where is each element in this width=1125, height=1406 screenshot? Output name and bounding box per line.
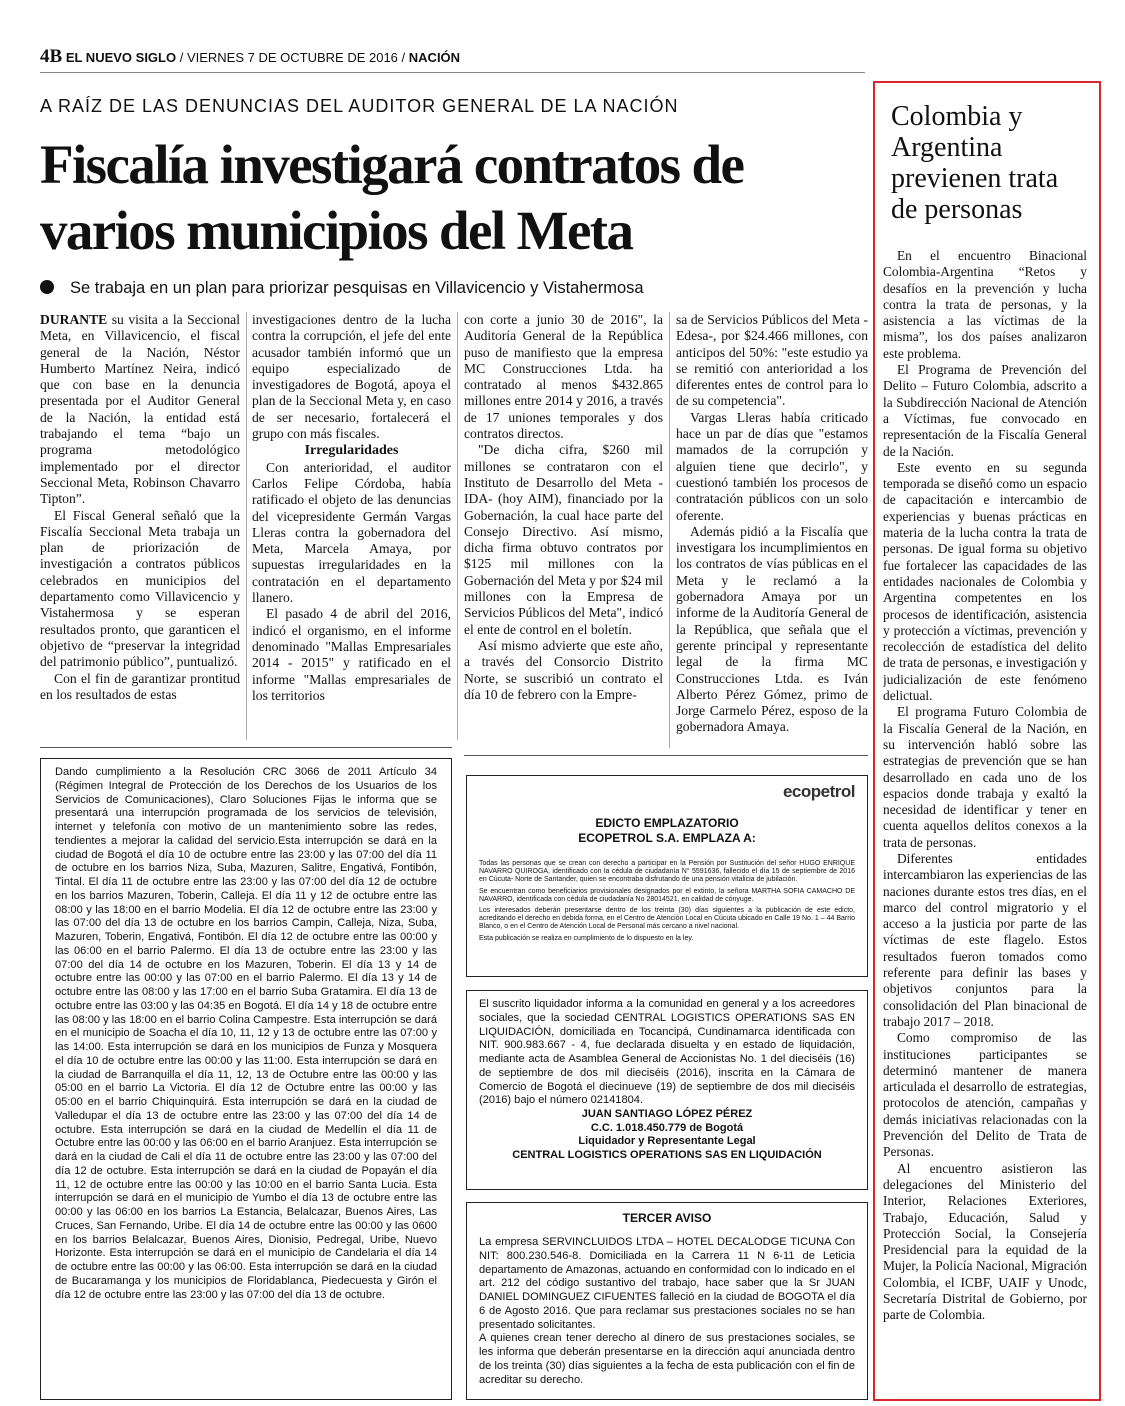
- liquidation-notice-box: [466, 990, 868, 1190]
- article-paragraph: Además pidió a la Fiscalía que investigara los incumplimientos en los contratos de vías públicas en el Meta y le reclamó a la gobernadora Amaya por un informe de la Auditoría General de la República, que señala que el gerente principal y representante legal de la firma MC Construcciones Ltda. es Iván Alberto Pérez Gómez, primo de Jorge Carmelo Pérez, esposo de la gobernadora Amaya.: [676, 523, 868, 735]
- edict-paragraph: Se encuentran como beneficiarios provisionales designados por el extinto, la señora MARTHA SOFIA CAMACHO DE NAVARRO, identificada con cédula de ciudadanía No 28014521, en calidad de cónyuge.: [479, 887, 855, 903]
- liquidation-notice-text: El suscrito liquidador informa a la comunidad en general y a los acreedores sociales, que la sociedad CENTRAL LOGISTICS OPERATIONS SAS EN LIQUIDACIÓN, domiciliada en Tocancipá, Cundinamarca identificada con NIT. 900.983.667 - 4, fue declarada disuelta y en estado de liquidación, mediante acta de Asamblea General de Accionistas No. 1 del dieciséis (16) de septiembre de dos mil dieciséis (2016), inscrita en la Cámara de Comercio de Bogotá el diecinueve (19) de septiembre de dos mil dieciséis (2016) bajo el número 02141804.: [479, 998, 855, 1107]
- page-folio: 4B EL NUEVO SIGLO / VIERNES 7 DE OCTUBRE DE 2016 / NACIÓN: [40, 46, 461, 67]
- article-kicker: A RAÍZ DE LAS DENUNCIAS DEL AUDITOR GENERAL DE LA NACIÓN: [40, 96, 679, 116]
- subdeck-text: Se trabaja en un plan para priorizar pesquisas en Villavicencio y Vistahermosa: [70, 279, 644, 297]
- sidebar-paragraph: Diferentes entidades intercambiaron las experiencias de las naciones durante estos tres días, en el marco del control migratorio y el acceso a la justicia por parte de las víctimas de este flagelo. Estos resultados fueron tomados como referente para definir las bases y objetivos conjuntos para la consolidación del Plan binacional de trabajo 2017 – 2018.: [883, 850, 1087, 1029]
- section-rule: [40, 747, 452, 748]
- article-paragraph: Con anterioridad, el auditor Carlos Felipe Córdoba, había ratificado el objeto de las denuncias del vicepresidente Germán Vargas Lleras contra la gobernadora del Meta, Marcela Amaya, por supuestas irregularidades en la contratación en el departamento llanero.: [252, 459, 451, 606]
- article-subhead: Irregularidades: [304, 443, 399, 459]
- sidebar-paragraph: Al encuentro asistieron las delegaciones del Ministerio del Interior, Relaciones Exteriores, Trabajo, Educación, Salud y Protección Social, la Consejería Presidencial para la equidad de la Mujer, la Policía Nacional, Migración Colombia, el ICBF, UAIF y Unodc, Secretaría Distrital de Gobierno, por parte de Colombia.: [883, 1160, 1087, 1323]
- lead-word: DURANTE: [40, 312, 108, 327]
- article-paragraph: Con el fin de garantizar prontitud en los resultados de estas: [40, 670, 240, 702]
- column-divider: [669, 312, 670, 748]
- article-paragraph: con corte a junio 30 de 2016", la Auditoría General de la República puso de manifiesto que la empresa MC Construcciones Ltda. ha contratado al menos $432.865 millones entre 2014 y 2016, a través de 17 uniones temporales y dos contratos directos.: [464, 312, 663, 442]
- folio-rule: [40, 72, 865, 73]
- edict-paragraph: Los interesados deberán presentarse dentro de los treinta (30) días siguientes a la publicación de este edicto, acreditando el derecho en debida forma, en el Centro de Atención Local en Cúcuta ubicado en Calle 19 No. 1 – 44 Barrio Blanco, o en el Centro de Atención Local de Personal más cercano a nivel nacional.: [479, 907, 855, 931]
- aviso-paragraph: A quienes crean tener derecho al dinero de sus prestaciones sociales, se les informa que deberán presentarse en la dirección aquí anunciada dentro de los treinta (30) días siguientes a la fecha de esta publicación con el fin de acreditar su derecho.: [479, 1332, 855, 1386]
- article-column-1: [40, 312, 240, 740]
- aviso-title: TERCER AVISO: [622, 1211, 712, 1225]
- article-paragraph: "De dicha cifra, $260 mil millones se contrataron con el Instituto de Desarrollo del Meta -IDA- (hoy AIM), financiado por la Gobernación, la cual hace parte del Consejo Directivo. Así mismo, dicha firma obtuvo contratos por $125 mil millones con la Gobernación del Meta y por $24 mil millones con la Empresa de Servicios Públicos del Meta", indicó el ente de control en el boletín.: [464, 442, 663, 637]
- sidebar-paragraph: Este evento en su segunda temporada se diseñó como un espacio de capacitación e intercambio de experiencias y buenas prácticas en materia de la lucha contra la trata de personas. De igual forma su objetivo fue fortalecer las capacidades de las entidades nacionales de Colombia y Argentina competentes en los procesos de identificación, asistencia y protección a víctimas, prevención y recolección de estadística del delito de trata de personas, e investigación y judicialización de este fenómeno delictual.: [883, 459, 1087, 704]
- edict-subtitle: ECOPETROL S.A. EMPLAZA A:: [578, 831, 756, 845]
- claro-notice-box: [40, 758, 452, 1400]
- article-paragraph: DURANTE su visita a la Seccional Meta, en Villavicencio, el fiscal general de la Nación, Néstor Humberto Martínez Neira, indicó que con base en la denuncia presentada por el Auditor General de la Nación, la entidad está trabajando el tema “bajo un programa metodológico implementado por el director Seccional Meta, Robinson Chavarro Tipton”.: [40, 312, 240, 507]
- article-paragraph: El Fiscal General señaló que la Fiscalía Seccional Meta trabaja un plan de priorización de investigación a contratos públicos celebrados en municipios del departamento como Villavicencio y Vistahermosa y se esperan resultados pronto, que garanticen el objetivo de “preservar la integridad del patrimonio público”, puntualizó.: [40, 507, 240, 670]
- issue-date: VIERNES 7 DE OCTUBRE DE 2016: [186, 50, 398, 65]
- sidebar-paragraph: En el encuentro Binacional Colombia-Argentina “Retos y desafíos en la prevención y lucha contra la trata de personas, y la asistencia a las víctimas de la misma”, los dos países analizaron este problema.: [883, 248, 1087, 361]
- column-divider: [457, 312, 458, 740]
- aviso-paragraph: La empresa SERVINCLUIDOS LTDA – HOTEL DECALODGE TICUNA Con NIT: 800.230.546-8. Domiciliada en la Carrera 11 N 6-11 de Leticia departamento de Amazonas, actuando en conformidad con lo indicado en el art. 212 del código sustantivo del trabajo, hace saber que la Sr JUAN DANIEL DOMINGUEZ CIFUENTES falleció en la ciudad de BOGOTA el día 6 de Agosto 2016. Que para reclamar sus prestaciones sociales no se han presentado solicitantes.: [479, 1236, 855, 1331]
- company-name: CENTRAL LOGISTICS OPERATIONS SAS EN LIQUIDACIÓN: [512, 1148, 822, 1161]
- article-paragraph: investigaciones dentro de la lucha contra la corrupción, el jefe del ente acusador también informó que un equipo especializado de investigadores de Bogotá, apoya el plan de la Seccional Meta y, en caso de ser necesario, fortalecerá el grupo con más fiscales.: [252, 312, 451, 442]
- liquidator-role: Liquidador y Representante Legal: [578, 1135, 756, 1147]
- article-paragraph: Vargas Lleras había criticado hace un par de días que "estamos mamados de la corrupción y alguien tiene que decirlo", y cuestionó también los procesos de contratación públicos con un solo oferente.: [676, 409, 868, 523]
- article-column-2: [252, 312, 451, 740]
- article-column-3: [464, 312, 663, 748]
- newspaper-name: EL NUEVO SIGLO: [65, 50, 177, 65]
- article-paragraph: El pasado 4 de abril del 2016, indicó el organismo, en el informe denominado "Mallas Empresariales 2014 - 2015" y ratificado en el informe "Mallas empresariales de los territorios: [252, 606, 451, 703]
- sidebar-paragraph: Como compromiso de las instituciones participantes se determinó mantener de manera articulada el desarrollo de estrategias, protocolos de atención, campañas y demás iniciativas relacionadas con la Prevención del Delito de Trata de Personas.: [883, 1030, 1087, 1160]
- ecopetrol-logo: ecopetrol: [782, 782, 855, 801]
- article-subdeck: [40, 279, 644, 298]
- article-paragraph: sa de Servicios Públicos del Meta -Edesa-, por $24.466 millones, con anticipos del 50%: "este estudio ya se remitió con anterioridad a los diferentes entes de control para lo de su competencia".: [676, 312, 868, 409]
- tercer-aviso-box: [466, 1202, 868, 1400]
- ecopetrol-edict-box: [466, 775, 868, 977]
- edict-paragraph: Todas las personas que se crean con derecho a participar en la Pensión por Sustitución del señor HUGO ENRIQUE NAVARRO QUIROGA, identificado con la cédula de ciudadanía N° 5591636, fallecido el día 15 de septiembre de 2016 en Cúcuta- Norte de Santander, quien se encontraba disfrutando de una pensión vitalicia de jubilación.: [479, 860, 855, 884]
- article-paragraph: Así mismo advierte que este año, a través del Consorcio Distrito Norte, se suscribió un contrato el día 10 de febrero con la Empre-: [464, 637, 663, 702]
- sidebar-paragraph: El Programa de Prevención del Delito – Futuro Colombia, adscrito a la Subdirección Nacional de Atención a Víctimas, fue convocado en representación de la Fiscalía General de la Nación.: [883, 362, 1087, 459]
- page-number: 4B: [40, 46, 63, 67]
- liquidator-id: C.C. 1.018.450.779 de Bogotá: [590, 1121, 744, 1134]
- article-column-4: [676, 312, 868, 748]
- section-name: NACIÓN: [408, 50, 461, 65]
- section-rule: [464, 755, 868, 756]
- edict-paragraph: Esta publicación se realiza en cumplimiento de lo dispuesto en la ley.: [479, 934, 694, 942]
- sidebar-body: [883, 248, 1087, 1396]
- bullet-icon: [40, 280, 54, 294]
- sidebar-headline: Colombia y Argentina previenen trata de personas: [891, 101, 1059, 225]
- column-divider: [246, 312, 247, 740]
- article-headline: Fiscalía investigará contratos de varios municipios del Meta: [40, 134, 744, 261]
- sidebar-paragraph: El programa Futuro Colombia de la Fiscalía General de la Nación, en su intervención habló sobre las estrategias de prevención que se han desarrollado en cada uno de los espacios donde trabaja y exaltó la necesidad de identificar y tener en cuenta aquellos delitos conexos a la trata de personas.: [883, 704, 1087, 850]
- claro-notice-text: Dando cumplimiento a la Resolución CRC 3066 de 2011 Artículo 34 (Régimen Integral de Protección de los Derechos de los Usuarios de los Servicios de Comunicaciones), Claro Soluciones Fijas le informa que se presentará una interrupción programada de los servicios de televisión, internet y telefonía con motivo de un mantenimiento sobre las redes, tendientes a mejorar la calidad del servicio.Esta interrupción se dará en la ciudad de Bogotá el día 10 de octubre entre las 23:00 y las 07:00 del día 11 de octubre en los barrios Niza, Suba, Mazuren, Salitre, Engativá, Fontibón, Tintal. El día 11 de octubre entre las 23:00 y las 07:00 del día 12 de octubre en los barrios Mazuren, Toberin, Calleja. El día 11 y 12 de octubre entre las 08:00 y las 18:00 en el barrio Modelia. El día 12 de octubre entre las 23:00 y las 07:00 del día 13 de octubre en los barrios Campin, Calleja, Niza, Suba, Mazuren, Toberin, Engativá, Fontibón. El día 12 de octubre entre las 00:00 y las 06:00 en el barrio Palermo. El día 13 de octubre entre las 23:00 y las 07:00 del día 14 de octubre en los Mazuren, Toberin. El día 13 y 14 de octubre entre las 00:00 y las 07:00 en el barrio Palermo. El día 13 y 14 de octubre entre las 08:00 y las 17:00 en el barrio Suba Gratamira. El día 13 de octubre entre las 03:00 y las 04:35 en Bogotá. El día 14 y 18 de octubre entre las 08:00 y las 18:00 en el barrio Colina Campestre. Esta interrupción se dará en el municipio de Soacha el día 10, 11, 12 y 13 de octubre entre las 07:00 y las 14:00. Esta interrupción se dará en los municipios de Funza y Mosquera el día 10 de octubre entre las 00:00 y las 11:00. Esta interrupción se dará en la ciudad de Barranquilla el día 11, 12, 13 de Octubre entre las 00:00 y las 05:00 en el barrio La Victoria. El día 12 de Octubre entre las 00:00 y las 05:00 en el barrio Chiquinquirá. Esta interrupción se dará en la ciudad de Valledupar el día 13 de octubre entre las 23:00 y las 07:00 del día 14 de octubre. Esta interrupción se dará en la ciudad de Medellín el día 11 de Octubre entre las 00:00 y las 06:00 en el barrio Aranjuez. Esta interrupción se dará en la ciudad de Cali el día 11 de octubre entre las 23:00 y las 07:00 del día 12 de octubre. Esta interrupción se dará en la ciudad de Popayán el día 11, 12 de octubre entre las 00:00 y las 10:00 en el barrio Santa Lucia. Esta interrupción se dará en el municipio de Yumbo el día 13 de octubre entre las 00:00 y las 06:00 en los barrios La Estancia, Belalcazar, Buenos Aires, Las Cruces, San Fernando, Uribe. El día 14 de octubre entre las 00:00 y las 0600 en los barrios Belalcazar, Buenos Aires, Dionisio, Pedregal, Uribe, Nuevo Horizonte. Esta interrupción se dará en el municipio de Candelaria el día 14 de octubre entre las 00:00 y las 06:00. Esta interrupción se dará en la ciudad de Bucaramanga y los municipios de Floridablanca, Piedecuesta y Girón el día 12 de octubre entre las 23:00 y las 07:00 del día 13 de octubre.: [55, 766, 437, 1301]
- edict-title: EDICTO EMPLAZATORIO: [595, 816, 739, 830]
- liquidator-name: JUAN SANTIAGO LÓPEZ PÉREZ: [581, 1108, 753, 1120]
